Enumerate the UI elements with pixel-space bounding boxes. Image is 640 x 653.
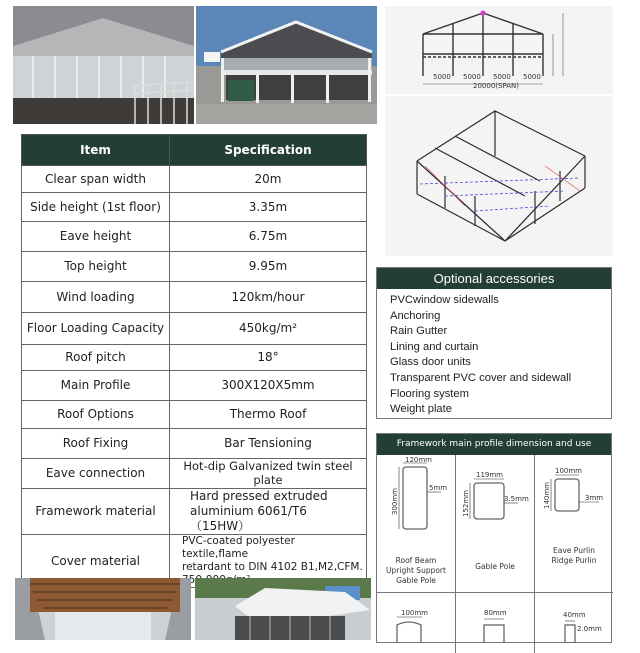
- framework-profile-panel: [376, 433, 612, 643]
- svg-text:5000: 5000: [493, 73, 511, 81]
- photo-tent-exterior: [196, 6, 377, 124]
- table-row: Framework material Hard pressed extruded aluminium 6061/T6 （15HW）: [22, 488, 367, 534]
- list-item: Transparent PVC cover and sidewall: [390, 371, 572, 384]
- svg-text:40mm: 40mm: [563, 611, 586, 619]
- svg-text:300mm: 300mm: [391, 488, 399, 515]
- profile-section-icon: [377, 593, 455, 643]
- header-specification: Specification: [170, 135, 367, 166]
- list-item: PVCwindow sidewalls: [390, 294, 499, 306]
- accessories-title: Optional accessories: [377, 268, 611, 289]
- photo-wooden-roof: [15, 578, 191, 640]
- accessories-list: [377, 289, 611, 418]
- svg-text:119mm: 119mm: [476, 471, 503, 479]
- svg-text:20000(SPAN): 20000(SPAN): [473, 82, 519, 90]
- svg-text:5mm: 5mm: [429, 484, 448, 492]
- list-item: Weight plate: [390, 403, 452, 416]
- svg-text:5000: 5000: [433, 73, 451, 81]
- specification-table: [21, 134, 367, 588]
- list-item: Flooring system: [390, 387, 469, 400]
- profile-panel-title: Framework main profile dimension and use: [377, 434, 611, 455]
- profile-section-icon: [535, 593, 613, 643]
- table-row: Roof Options Thermo Roof: [22, 401, 367, 429]
- svg-text:100mm: 100mm: [401, 609, 428, 617]
- photo-tent-interior: [13, 6, 194, 124]
- profile-section-icon: [377, 455, 455, 555]
- svg-text:152mm: 152mm: [462, 490, 470, 517]
- list-item: Lining and curtain: [390, 340, 479, 353]
- profile-cell-5: [456, 593, 535, 653]
- table-row: Roof Fixing Bar Tensioning: [22, 429, 367, 459]
- table-row: Cover material PVC-coated polyester textile,flame retardant to DIN 4102 B1,M2,CFM.: [22, 534, 367, 588]
- list-item: Anchoring: [390, 309, 441, 322]
- svg-text:80mm: 80mm: [484, 609, 507, 617]
- table-row: Eave height 6.75m: [22, 222, 367, 252]
- table-row: Side height (1st floor) 3.35m: [22, 193, 367, 222]
- table-row: Clear span width 20m: [22, 166, 367, 193]
- table-row: Roof pitch 18°: [22, 345, 367, 371]
- svg-text:100mm: 100mm: [555, 467, 582, 475]
- header-item: Item: [22, 135, 170, 166]
- svg-text:5000: 5000: [523, 73, 541, 81]
- profile-cell-6: [535, 593, 613, 653]
- table-row: Floor Loading Capacity 450kg/m²: [22, 313, 367, 345]
- svg-text:120mm: 120mm: [405, 456, 432, 464]
- profile-cell-purlin: 100mm 3mm 140mm Eave Purlin Ridge Purlin: [535, 455, 613, 593]
- svg-text:3.5mm: 3.5mm: [504, 495, 529, 503]
- table-row: Eave connection Hot-dip Galvanized twin steel plate: [22, 459, 367, 489]
- list-item: Glass door units: [390, 356, 471, 369]
- profile-cell-gable-pole: 119mm 3.5mm 152mm Gable Pole: [456, 455, 535, 593]
- svg-text:3mm: 3mm: [585, 494, 604, 502]
- table-row: Top height 9.95m: [22, 252, 367, 282]
- svg-text:2.0mm: 2.0mm: [577, 625, 602, 633]
- profile-section-icon: [456, 455, 534, 555]
- profile-cell-4: [377, 593, 456, 653]
- photo-aerial-tents: [195, 578, 371, 640]
- isometric-framework-drawing: [385, 96, 613, 256]
- profile-section-icon: [535, 455, 613, 555]
- profile-section-icon: [456, 593, 534, 643]
- profile-cell-roof-beam: 120mm 5mm 300mm Roof Beam Upright Support Gable Pole: [377, 455, 456, 593]
- table-row: Main Profile 300X120X5mm: [22, 371, 367, 401]
- optional-accessories-panel: [376, 267, 612, 419]
- table-row: Wind loading 120km/hour: [22, 282, 367, 313]
- svg-text:5000: 5000: [463, 73, 481, 81]
- list-item: Rain Gutter: [390, 325, 448, 338]
- elevation-drawing: [385, 6, 613, 94]
- svg-text:140mm: 140mm: [543, 482, 551, 509]
